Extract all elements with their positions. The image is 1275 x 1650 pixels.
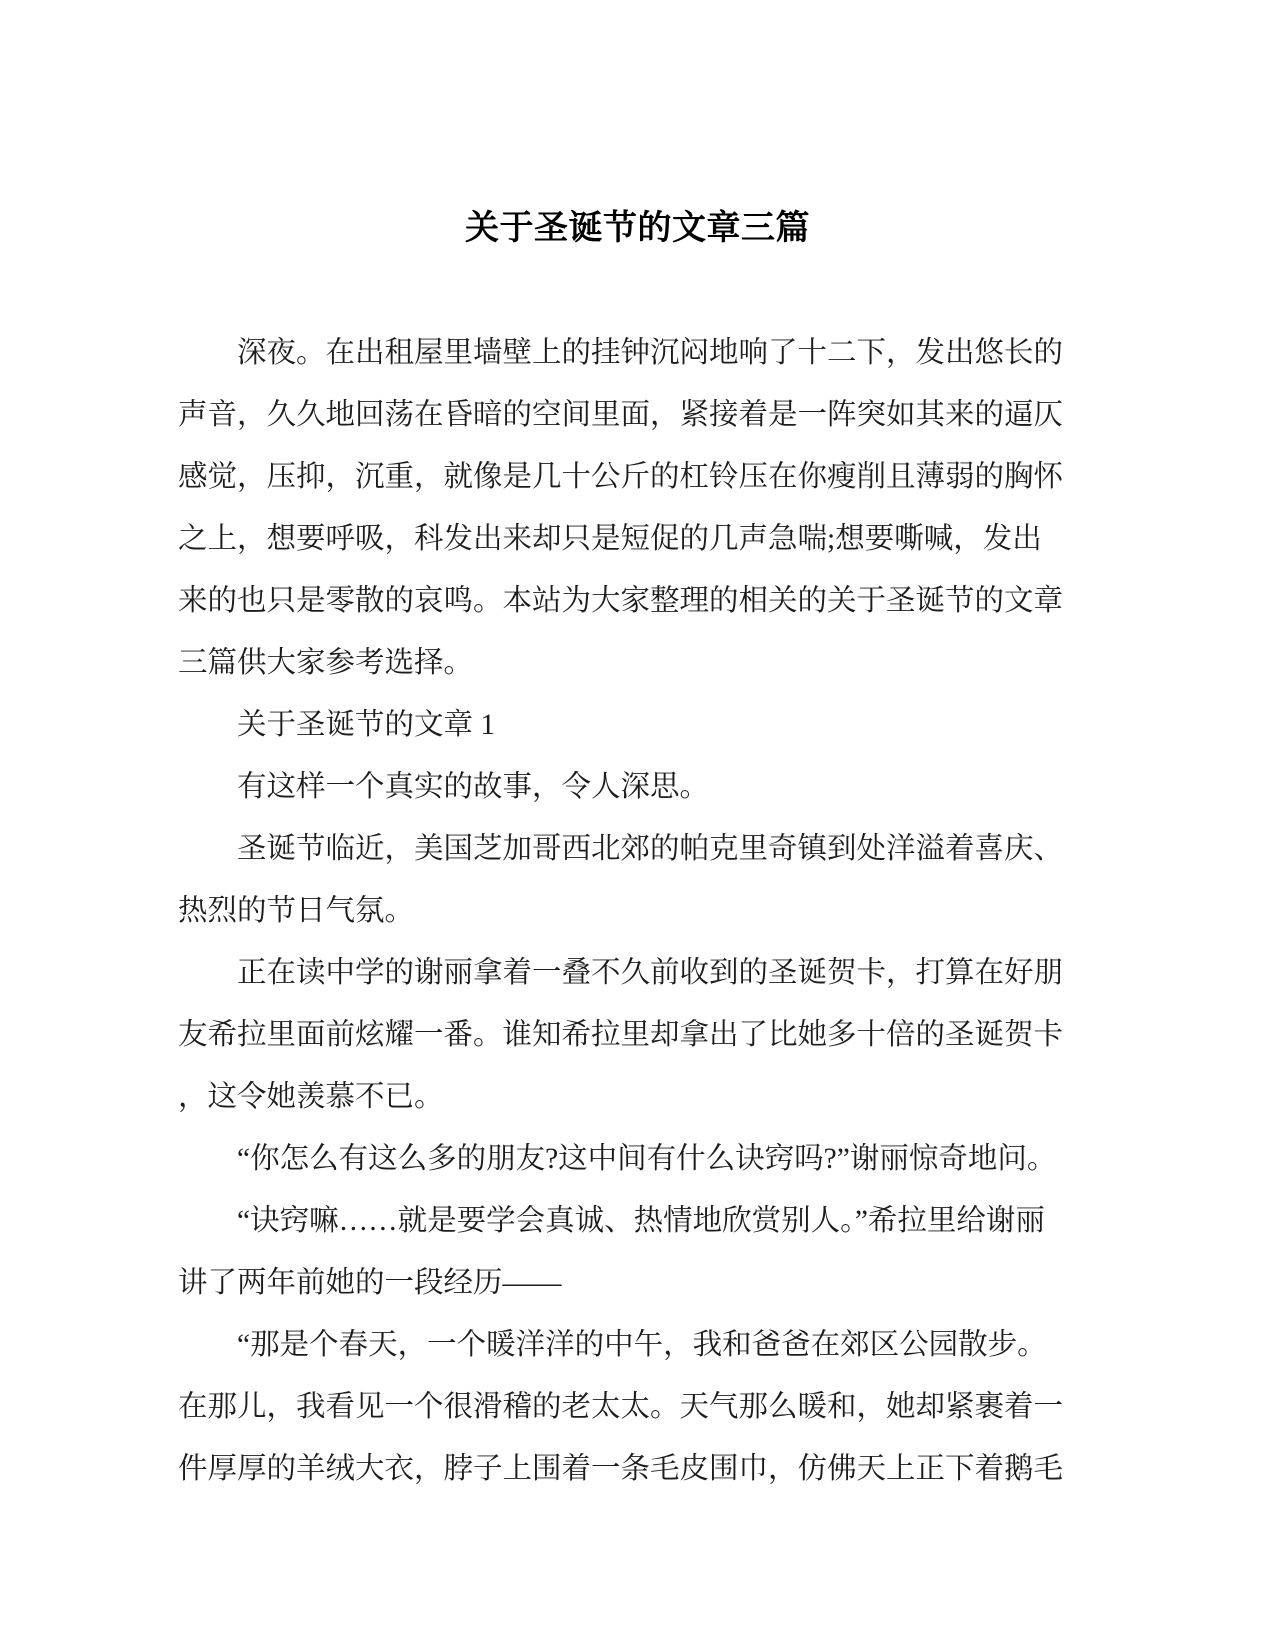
paragraph-section-heading-article-1: 关于圣诞节的文章 1 [237, 709, 496, 741]
document-title: 关于圣诞节的文章三篇 [465, 209, 810, 247]
paragraph-question-quote: “你怎么有这么多的朋友?这中间有什么诀窍吗?”谢丽惊奇地问。 [237, 1143, 1057, 1175]
paragraph-story-lead: 有这样一个真实的故事，令人深思。 [237, 771, 710, 803]
paragraph-intro: 深夜。在出租屋里墙壁上的挂钟沉闷地响了十二下，发出悠长的声音，久久地回荡在昏暗的空间里面，紧接着是一阵突如其来的逼仄感觉，压抑，沉重，就像是几十公斤的杠铃压在你瘦削且薄弱的胸怀之上，想要呼吸，科发出来却只是短促的几声急喘;想要嘶喊，发出来的也只是零散的哀鸣。本站为大家整理的相关的关于圣诞节的文章三篇供大家参考选择。 [178, 337, 1064, 679]
document-body [178, 322, 1064, 1500]
paragraph-sheli-cards: 正在读中学的谢丽拿着一叠不久前收到的圣诞贺卡，打算在好朋友希拉里面前炫耀一番。谁知希拉里却拿出了比她多十倍的圣诞贺卡，这令她羡慕不已。 [178, 957, 1064, 1113]
paragraph-setting: 圣诞节临近，美国芝加哥西北郊的帕克里奇镇到处洋溢着喜庆、热烈的节日气氛。 [178, 833, 1064, 927]
paragraph-answer-quote: “诀窍嘛……就是要学会真诚、热情地欣赏别人。”希拉里给谢丽讲了两年前她的一段经历—— [178, 1205, 1045, 1299]
paragraph-spring-story: “那是个春天，一个暖洋洋的中午，我和爸爸在郊区公园散步。在那儿，我看见一个很滑稽的老太太。天气那么暖和，她却紧裹着一件厚厚的羊绒大衣，脖子上围着一条毛皮围巾，仿佛天上正下着鹅毛 [178, 1329, 1064, 1485]
